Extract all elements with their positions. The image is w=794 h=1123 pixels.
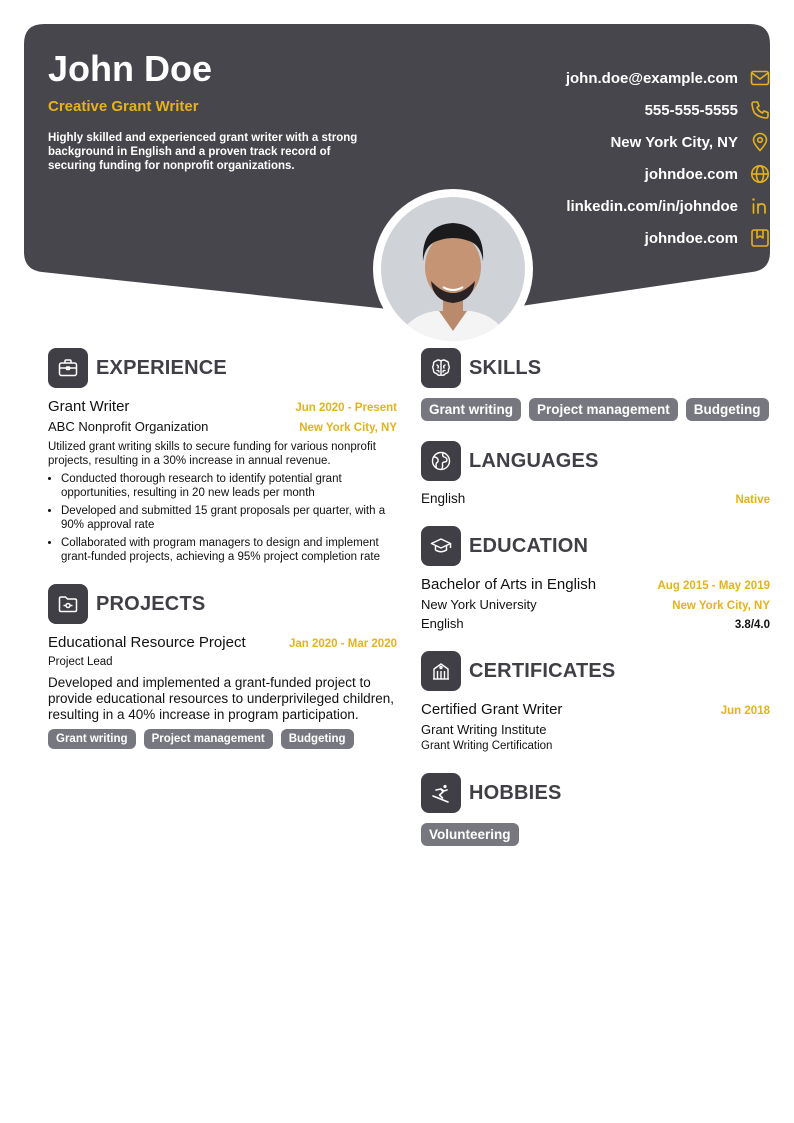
education-dates: Aug 2015 - May 2019: [657, 580, 770, 592]
skills-tags: [421, 398, 770, 421]
project-tag: Grant writing: [48, 729, 136, 749]
skills-section: [421, 348, 770, 421]
job-location: New York City, NY: [299, 422, 397, 434]
profile-photo: [373, 189, 533, 349]
contact-portfolio-text[interactable]: johndoe.com: [644, 229, 738, 247]
degree: Bachelor of Arts in English: [421, 576, 597, 593]
list-item: • Conducted thorough research to identify potential grant opportunities, resulting in 20 new leads per month: [61, 472, 397, 500]
linkedin-icon: [750, 196, 770, 216]
contact-location: [390, 126, 770, 158]
school-name: New York University: [421, 597, 537, 612]
certificate-name: Certified Grant Writer: [421, 701, 563, 718]
graduation-cap-icon: [421, 526, 461, 566]
contact-email-text[interactable]: john.doe@example.com: [565, 69, 738, 87]
institution-icon: [421, 651, 461, 691]
experience-heading: EXPERIENCE: [96, 356, 227, 379]
contact-phone[interactable]: [390, 94, 770, 126]
hobby-tag: Volunteering: [421, 823, 519, 846]
language-level: Native: [735, 494, 770, 506]
candidate-title: Creative Grant Writer: [48, 98, 199, 115]
field-of-study: English: [421, 616, 464, 631]
project-dates: Jan 2020 - Mar 2020: [288, 638, 397, 650]
header-identity: [48, 48, 368, 173]
project-tag: Budgeting: [281, 729, 354, 749]
profile-summary: Highly skilled and experienced grant writer with a strong background in English and a proven track record of securing funding for nonprofit organizations.: [48, 132, 358, 172]
job-dates: Jun 2020 - Present: [295, 402, 397, 414]
brain-icon: [421, 348, 461, 388]
contact-linkedin-text[interactable]: linkedin.com/in/johndoe: [566, 197, 738, 215]
right-column: [421, 348, 770, 866]
skill-tag: Project management: [529, 398, 678, 421]
contact-location-text: New York City, NY: [610, 133, 738, 151]
experience-section: [48, 348, 397, 564]
globe-icon: [750, 164, 770, 184]
language-name: English: [421, 491, 466, 506]
job-title: Grant Writer: [48, 398, 130, 415]
bookmark-icon: [750, 228, 770, 248]
phone-icon: [750, 100, 770, 120]
skier-icon: [421, 773, 461, 813]
job-summary: Utilized grant writing skills to secure funding for various nonprofit projects, resulting in a 30% increase in annual revenue.: [48, 441, 376, 467]
language-globe-icon: [421, 441, 461, 481]
certificate-detail: Grant Writing Certification: [421, 740, 553, 752]
project-name: Educational Resource Project: [48, 634, 246, 651]
projects-section: [48, 584, 397, 749]
briefcase-icon: [48, 348, 88, 388]
education-section: [421, 526, 770, 631]
list-item: • Collaborated with program managers to design and implement grant-funded projects, achieving a 95% project completion rate: [61, 536, 397, 564]
languages-section: [421, 441, 770, 506]
contact-phone-text[interactable]: 555-555-5555: [644, 101, 738, 119]
candidate-name: John Doe: [48, 48, 213, 89]
project-role: Project Lead: [48, 656, 113, 668]
list-item: • Developed and submitted 15 grant proposals per quarter, with a 90% approval rate: [61, 504, 397, 532]
education-heading: EDUCATION: [469, 534, 589, 557]
left-column: [48, 348, 397, 769]
skill-tag: Budgeting: [686, 398, 769, 421]
certificate-date: Jun 2018: [720, 705, 770, 717]
job-organization: ABC Nonprofit Organization: [48, 419, 209, 434]
skills-heading: SKILLS: [469, 356, 542, 379]
contact-email[interactable]: [390, 62, 770, 94]
school-location: New York City, NY: [672, 600, 770, 612]
project-description: Developed and implemented a grant-funded project to provide educational resources to underprivileged children, resulting in a 40% increase in program participation.: [48, 675, 394, 722]
project-tags: [48, 729, 397, 749]
project-tag: Project management: [144, 729, 273, 749]
folder-icon: [48, 584, 88, 624]
job-bullets: [48, 472, 397, 564]
hobbies-heading: HOBBIES: [469, 781, 562, 804]
languages-heading: LANGUAGES: [469, 449, 599, 472]
gpa: 3.8/4.0: [734, 619, 770, 631]
projects-heading: PROJECTS: [96, 592, 206, 615]
certificates-heading: CERTIFICATES: [469, 659, 616, 682]
skill-tag: Grant writing: [421, 398, 521, 421]
hobbies-section: [421, 773, 770, 846]
certificates-section: [421, 651, 770, 753]
hobbies-tags: [421, 823, 770, 846]
contact-website[interactable]: [390, 158, 770, 190]
location-pin-icon: [750, 132, 770, 152]
contact-website-text[interactable]: johndoe.com: [644, 165, 738, 183]
certificate-issuer: Grant Writing Institute: [421, 722, 547, 737]
mail-icon: [750, 68, 770, 88]
